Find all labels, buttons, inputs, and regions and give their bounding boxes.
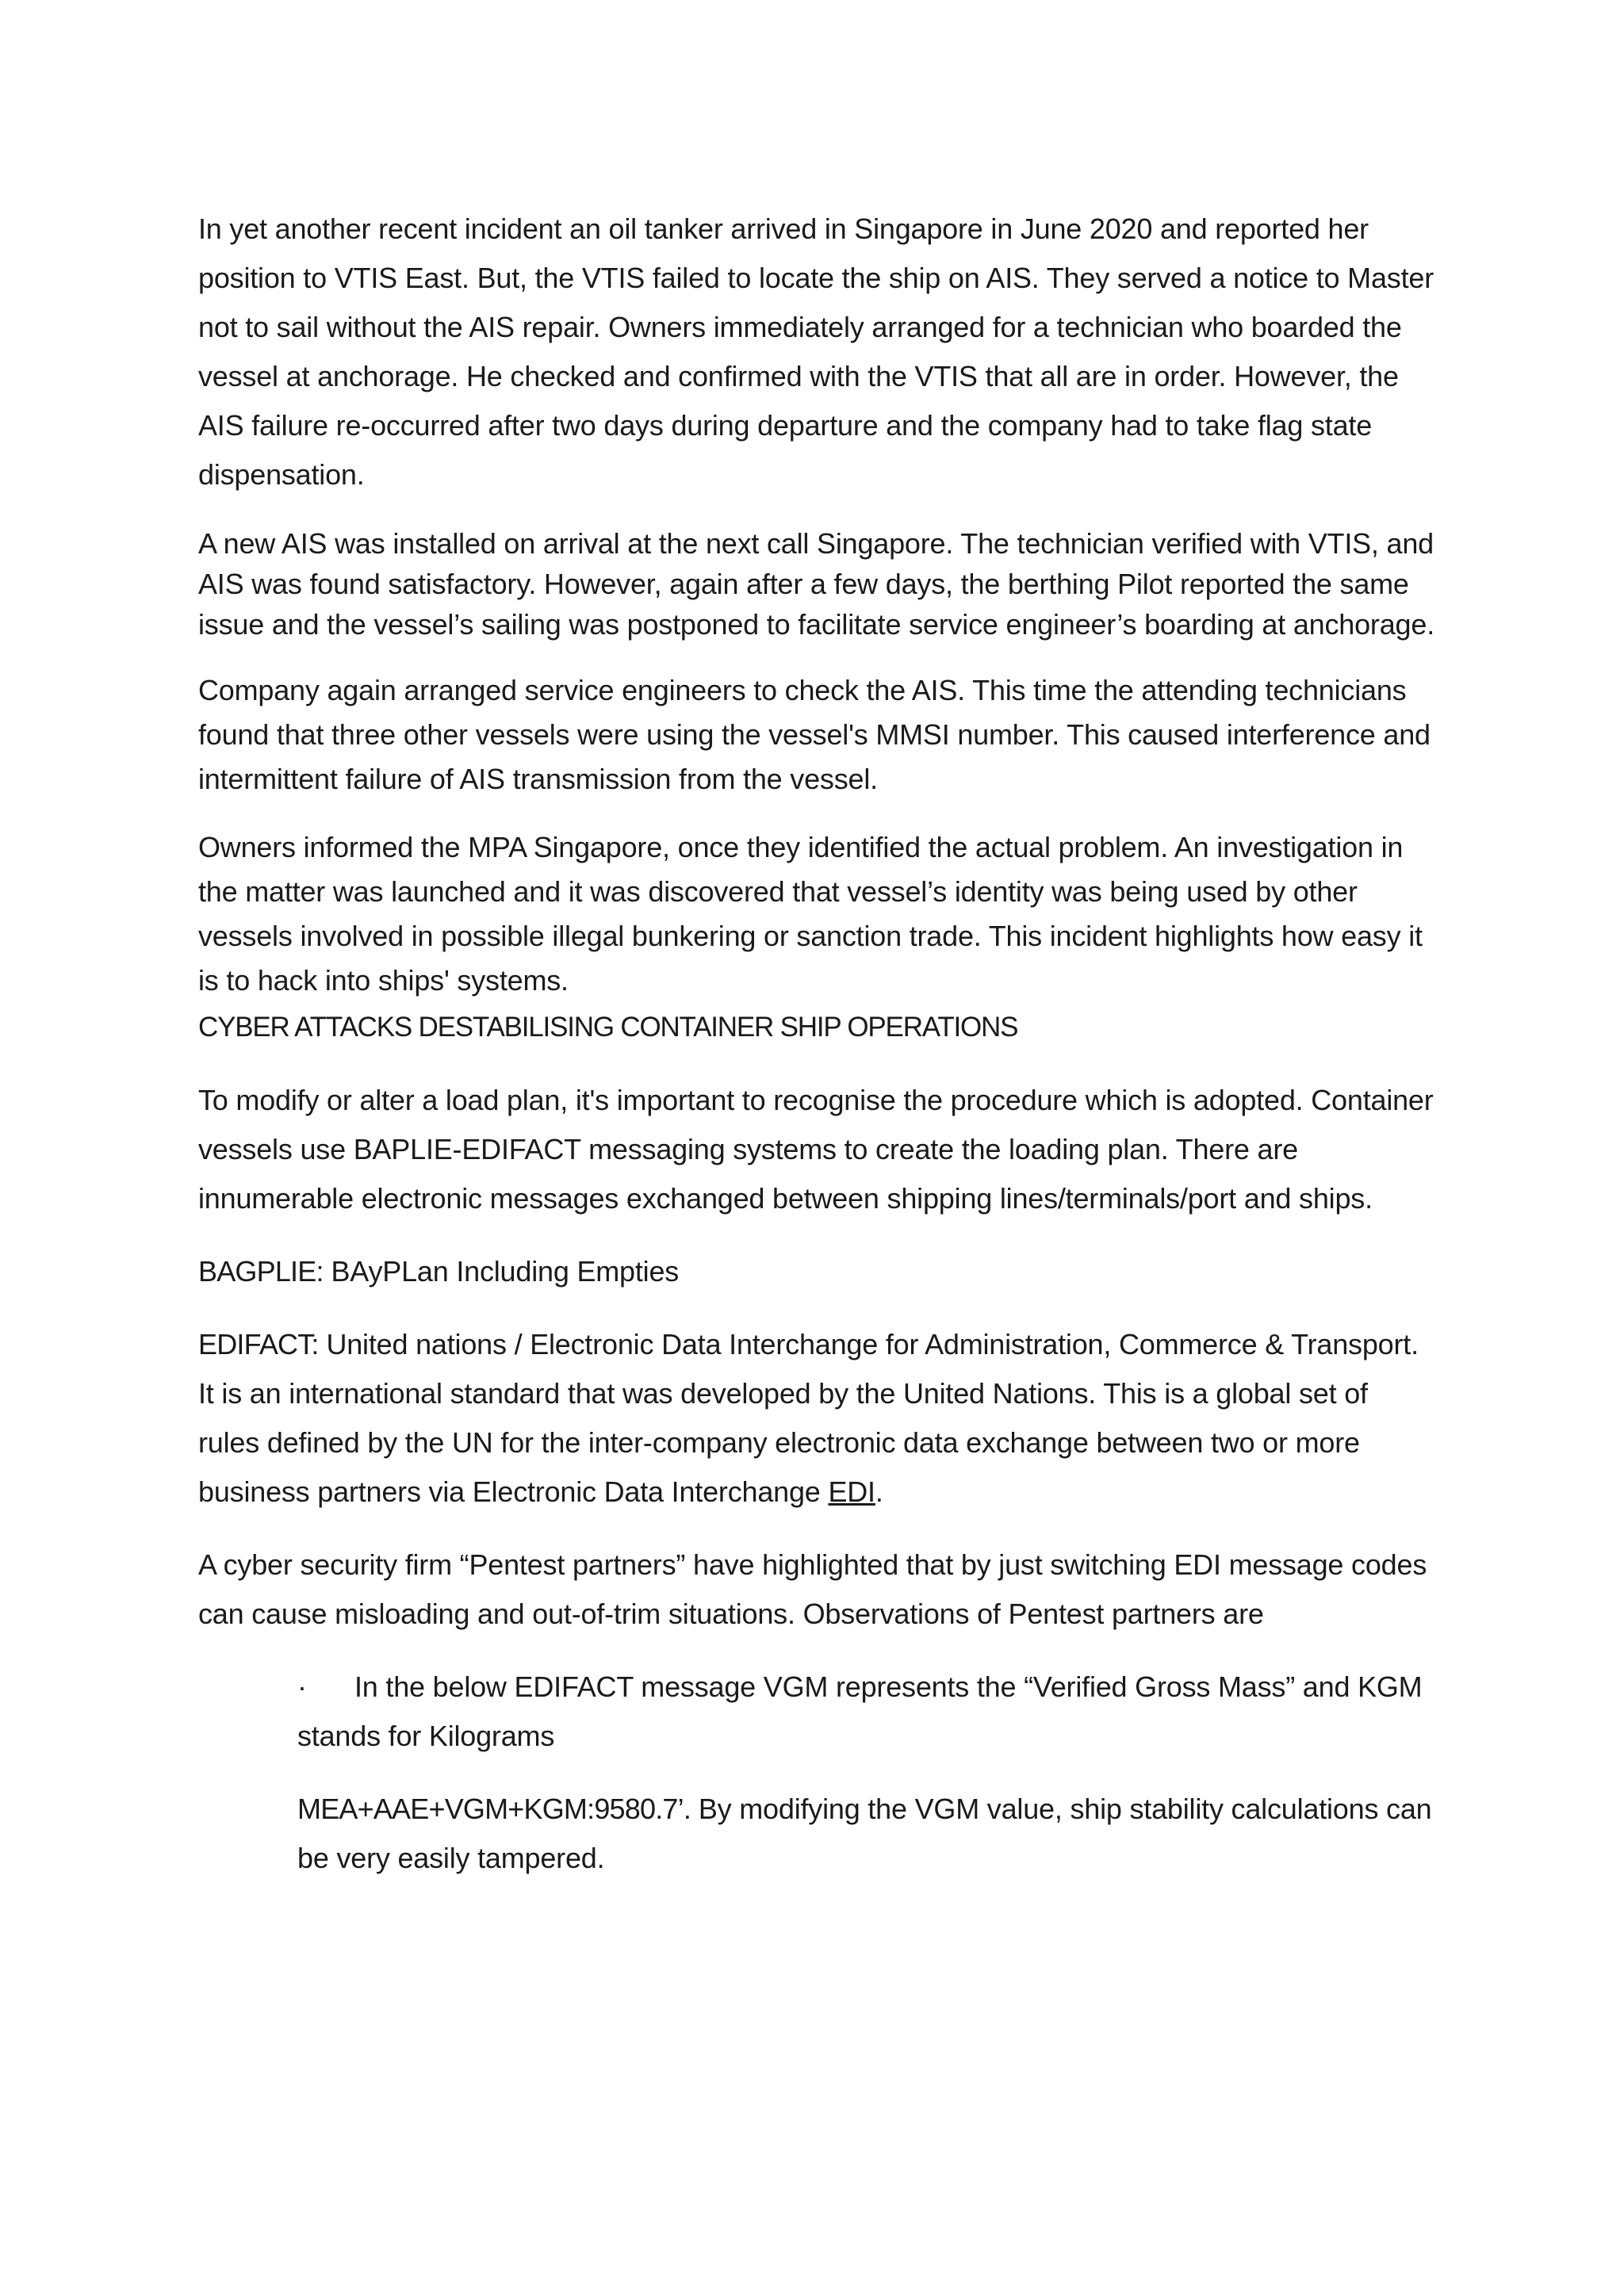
bullet-text: In the below EDIFACT message VGM represents the “Verified Gross Mass” and KGM stands for Kilograms [297,1670,1423,1752]
definition-text: United nations / Electronic Data Interchange for Administration, Commerce & Transport. It is an international standard that was developed by the United Nations. This is a global set of rules defined by the UN for the inter-company electronic data exchange between two or more business partners via Electronic Data Interchange [198,1328,1419,1508]
paragraph-load-plan: To modify or alter a load plan, it's important to recognise the procedure which is adopted. Container vessels use BAPLIE-EDIFACT messaging systems to create the loading plan. There are innumerable electronic messages exchanged between shipping lines/terminals/port and ships. [198,1084,1434,1215]
definition-term: EDIFACT: [198,1328,319,1360]
edi-link[interactable]: EDI [828,1475,875,1508]
definition-edifact [198,1320,1435,1517]
paragraph-new-ais: A new AIS was installed on arrival at the next call Singapore. The technician verified with VTIS, and AIS was found satisfactory. However, again after a few days, the berthing Pilot reported the same issue and the vessel’s sailing was postponed to facilitate service engineer’s boarding at anchorage. [198,527,1434,641]
paragraph-service-engineers: Company again arranged service engineers to check the AIS. This time the attending technicians found that three other vessels were using the vessel's MMSI number. This caused interference and intermittent failure of AIS transmission from the vessel. [198,674,1431,795]
definition-bagplie [198,1247,1435,1296]
bullet-icon: · [297,1670,307,1703]
paragraph-ais-incident: In yet another recent incident an oil tanker arrived in Singapore in June 2020 and reported her position to VTIS East. But, the VTIS failed to locate the ship on AIS. They served a notice to Master not to sail without the AIS repair. Owners immediately arranged for a technician who boarded the vessel at anchorage. He checked and confirmed with the VTIS that all are in order. However, the AIS failure re-occurred after two days during departure and the company had to take flag state dispensation. [198,212,1434,491]
definition-end: . [875,1475,883,1508]
list-item [297,1663,1435,1761]
code-description: By modifying the VGM value, ship stability calculations can be very easily tampered. [297,1793,1432,1874]
definition-term: BAGPLIE: [198,1255,324,1288]
definition-text: BAyPLan Including Empties [323,1255,680,1288]
section-heading: CYBER ATTACKS DESTABILISING CONTAINER SHIP OPERATIONS [198,1012,1018,1043]
document-page [198,205,1435,1883]
code-example [297,1785,1435,1883]
paragraph-mpa-investigation: Owners informed the MPA Singapore, once they identified the actual problem. An investigation in the matter was launched and it was discovered that vessel’s identity was being used by other vessels involved in possible illegal bunkering or sanction trade. This incident highlights how easy it is to hack into ships' systems. [198,831,1423,997]
code-term: MEA+AAE+VGM+KGM:9580.7’. [297,1793,691,1825]
bullet-list [297,1663,1435,1883]
paragraph-pentest: A cyber security firm “Pentest partners” have highlighted that by just switching EDI message codes can cause misloading and out-of-trim situations. Observations of Pentest partners are [198,1548,1427,1630]
